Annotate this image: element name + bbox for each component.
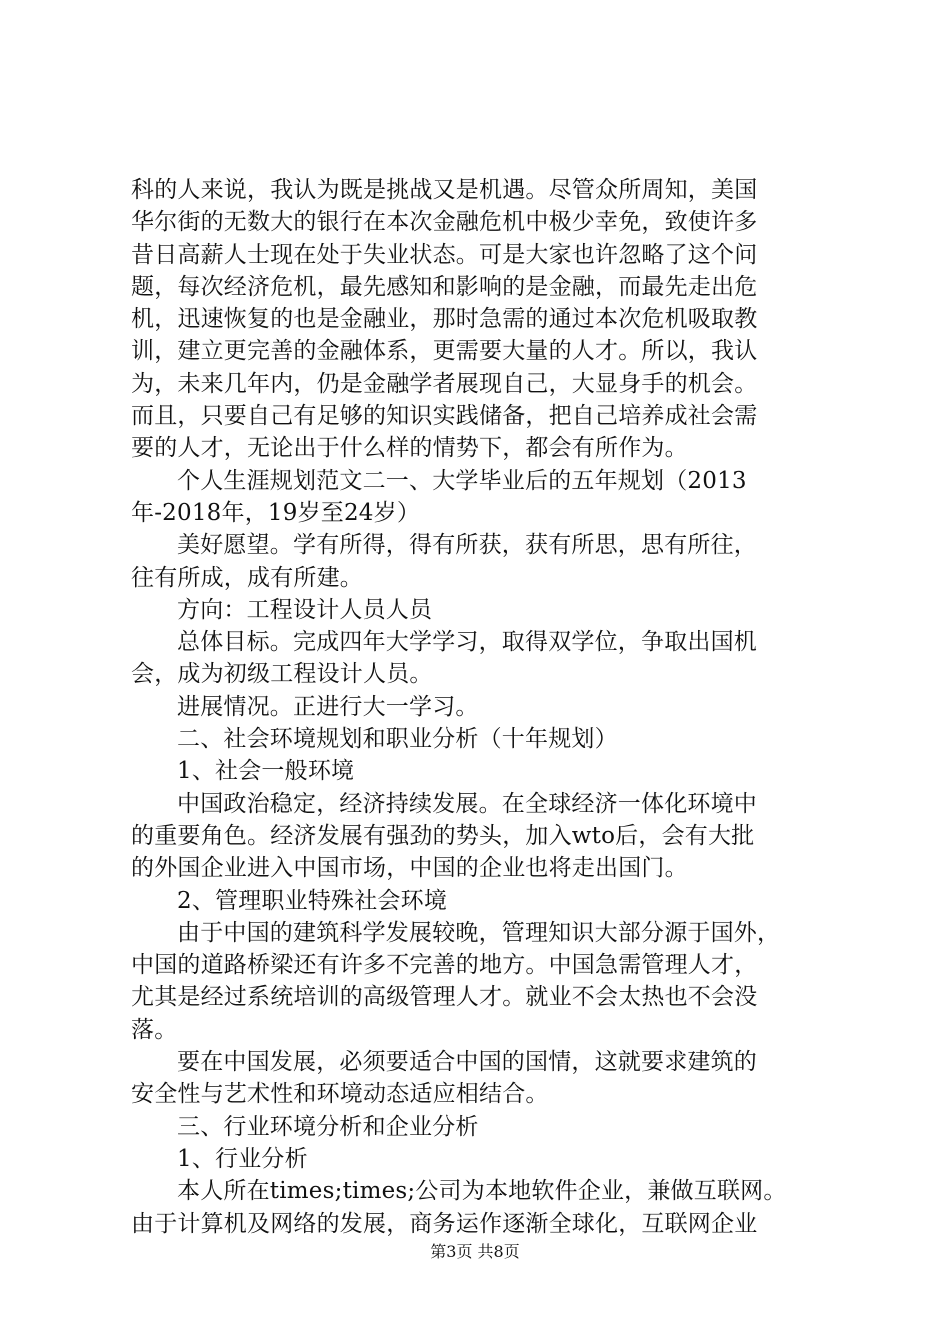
- text-line: 落。: [131, 1016, 178, 1043]
- text-line: 美好愿望。学有所得，得有所获，获有所思，思有所往，: [177, 532, 757, 559]
- text-line: 1、社会一般环境: [177, 758, 355, 785]
- text-line: 安全性与艺术性和环境动态适应相结合。: [131, 1081, 549, 1108]
- text-line: 个人生涯规划范文二一、大学毕业后的五年规划（2013: [177, 467, 747, 494]
- text-line: 训，建立更完善的金融体系，更需要大量的人才。所以，我认: [131, 338, 758, 365]
- text-line: 科的人来说，我认为既是挑战又是机遇。尽管众所周知，美国: [131, 177, 758, 203]
- text-line: 机，迅速恢复的也是金融业，那时急需的通过本次危机吸取教: [131, 306, 758, 333]
- text-line: 题，每次经济危机，最先感知和影响的是金融，而最先走出危: [131, 273, 758, 300]
- text-line: 要的人才，无论出于什么样的情势下，都会有所作为。: [131, 435, 688, 462]
- document-body: [131, 174, 836, 1240]
- text-line: 由于中国的建筑科学发展较晚，管理知识大部分源于国外，: [177, 919, 781, 946]
- text-line: 三、行业环境分析和企业分析: [177, 1113, 479, 1140]
- text-line: 2、管理职业特殊社会环境: [177, 887, 448, 914]
- page-footer: 第3页 共8页: [430, 1242, 520, 1261]
- text-line: 中国的道路桥梁还有许多不完善的地方。中国急需管理人才，: [131, 952, 758, 979]
- text-line: 二、社会环境规划和职业分析（十年规划）: [177, 726, 618, 753]
- text-line: 而且，只要自己有足够的知识实践储备，把自己培养成社会需: [131, 403, 758, 430]
- text-line: 本人所在times;times;公司为本地软件企业，兼做互联网。: [177, 1178, 787, 1205]
- text-line: 方向：工程设计人员人员: [177, 596, 433, 623]
- text-line: 年-2018年，19岁至24岁）: [131, 499, 421, 526]
- text-line: 为，未来几年内，仍是金融学者展现自己，大显身手的机会。: [131, 370, 758, 397]
- text-line: 会，成为初级工程设计人员。: [131, 661, 433, 688]
- text-line: 尤其是经过系统培训的高级管理人才。就业不会太热也不会没: [131, 984, 758, 1011]
- text-line: 进展情况。正进行大一学习。: [177, 693, 479, 720]
- text-line: 华尔街的无数大的银行在本次金融危机中极少幸免，致使许多: [131, 209, 758, 236]
- text-line: 由于计算机及网络的发展，商务运作逐渐全球化，互联网企业: [131, 1210, 758, 1237]
- text-line: 1、行业分析: [177, 1145, 308, 1172]
- text-line: 往有所成，成有所建。: [131, 564, 363, 591]
- text-line: 要在中国发展，必须要适合中国的国情，这就要求建筑的: [177, 1049, 757, 1076]
- text-line: 中国政治稳定，经济持续发展。在全球经济一体化环境中: [177, 790, 757, 817]
- text-line: 的外国企业进入中国市场，中国的企业也将走出国门。: [131, 855, 688, 882]
- text-line: 总体目标。完成四年大学学习，取得双学位，争取出国机: [177, 629, 757, 656]
- text-line: 的重要角色。经济发展有强劲的势头，加入wto后，会有大批: [131, 822, 755, 849]
- text-line: 昔日高薪人士现在处于失业状态。可是大家也许忽略了这个问: [131, 241, 758, 268]
